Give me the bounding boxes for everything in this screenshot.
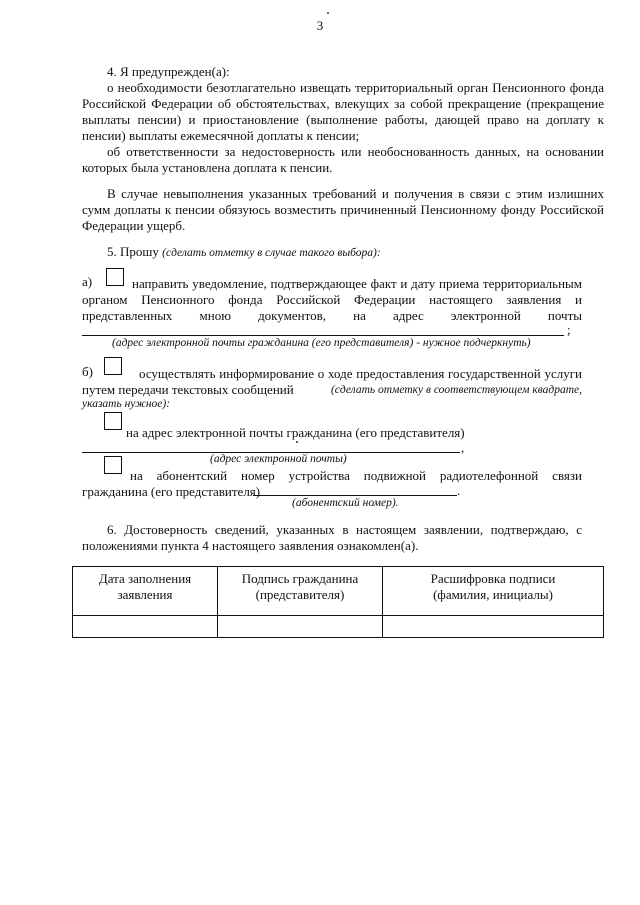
email-caption: (адрес электронной почты) — [210, 453, 347, 465]
option-b-line2-note: (сделать отметку в соответствующем квадрате, — [330, 384, 582, 396]
phone-end-mark: . — [457, 483, 461, 498]
option-a-line: органом Пенсионного фонда Российской Федерации настоящего заявления и — [82, 292, 582, 307]
section5-heading — [107, 244, 381, 261]
signature-table-entry-row — [73, 616, 604, 638]
phone-option-checkbox[interactable] — [104, 456, 122, 474]
section4-line: Российской Федерации об обстоятельствах, влекущих за собой прекращение (прекращение — [82, 96, 604, 111]
header-text: Подпись гражданина — [241, 571, 359, 586]
phone-option-line: на абонентский номер устройства подвижной радиотелефонной связи — [130, 468, 582, 483]
phone-caption: (абонентский номер). — [292, 497, 399, 509]
name-column-header — [383, 567, 604, 616]
name-entry-cell[interactable] — [383, 616, 604, 638]
section6-line: положениями пункта 4 настоящего заявления ознакомлен(а). — [82, 538, 419, 553]
email-option-label: на адрес электронной почты гражданина (его представителя) — [126, 425, 465, 440]
signature-entry-cell[interactable] — [218, 616, 383, 638]
email-option-checkbox[interactable] — [104, 412, 122, 430]
header-text: (фамилия, инициалы) — [433, 587, 553, 602]
header-text: заявления — [117, 587, 173, 602]
header-text: Дата заполнения — [98, 571, 192, 586]
option-a-letter: а) — [82, 274, 93, 289]
warning-line: Федерации ущерб. — [82, 218, 186, 233]
section4-line: которых была установлена доплата к пенсии. — [82, 160, 333, 175]
date-entry-cell[interactable] — [73, 616, 218, 638]
option-b-line: осуществлять информирование о ходе предоставления государственной услуги — [139, 366, 582, 381]
option-b-line2 — [82, 382, 582, 398]
section6-line: 6. Достоверность сведений, указанных в настоящем заявлении, подтверждаю, с — [107, 522, 582, 537]
scan-speck — [296, 441, 298, 443]
option-a-end-mark: ; — [567, 322, 571, 337]
section4-line: о необходимости безотлагательно извещать территориальный орган Пенсионного фонда — [107, 80, 604, 95]
option-b-checkbox[interactable] — [104, 357, 122, 375]
option-a-line: направить уведомление, подтверждающее факт и дату приема территориальным — [132, 276, 582, 291]
option-b-letter: б) — [82, 364, 93, 379]
header-text: Расшифровка подписи — [430, 571, 556, 586]
option-b-line3-note: указать нужное): — [82, 398, 171, 410]
header-text: (представителя) — [255, 587, 345, 602]
option-a-checkbox[interactable] — [106, 268, 124, 286]
warning-line: сумм доплаты к пенсии обязуюсь возместить причиненный Пенсионному фонду Российской — [82, 202, 604, 217]
option-a-line: представленных мною документов, на адрес электронной почты — [82, 308, 582, 323]
section4-line: выплаты пенсии) и приостановление (выполнение работы, дающей право на доплату к — [82, 112, 604, 127]
option-a-email-line[interactable] — [82, 335, 564, 336]
email-end-mark: , — [461, 440, 465, 455]
warning-line: В случае невыполнения указанных требований и получения в связи с этим излишних — [107, 186, 604, 201]
scan-speck — [327, 12, 329, 14]
signature-column-header — [218, 567, 383, 616]
page-number: 3 — [316, 18, 324, 33]
option-b-line2-text: путем передачи текстовых сообщений — [82, 382, 294, 397]
signature-table — [72, 566, 604, 638]
phone-number-line[interactable] — [253, 495, 457, 496]
date-column-header — [73, 567, 218, 616]
section5-heading-text: 5. Прошу — [107, 244, 159, 259]
phone-option-line: гражданина (его представителя) — [82, 484, 261, 499]
section4-heading: 4. Я предупрежден(а): — [107, 64, 230, 79]
section4-line: пенсии) выплаты ежемесячной доплаты к пенсии; — [82, 128, 360, 143]
signature-table-header-row — [73, 567, 604, 616]
section5-heading-note: (сделать отметку в случае такого выбора): — [162, 247, 381, 259]
option-a-caption: (адрес электронной почты гражданина (его представителя) - нужное подчеркнуть) — [112, 337, 531, 349]
section4-line: об ответственности за недостоверность или необоснованность данных, на основании — [107, 144, 604, 159]
